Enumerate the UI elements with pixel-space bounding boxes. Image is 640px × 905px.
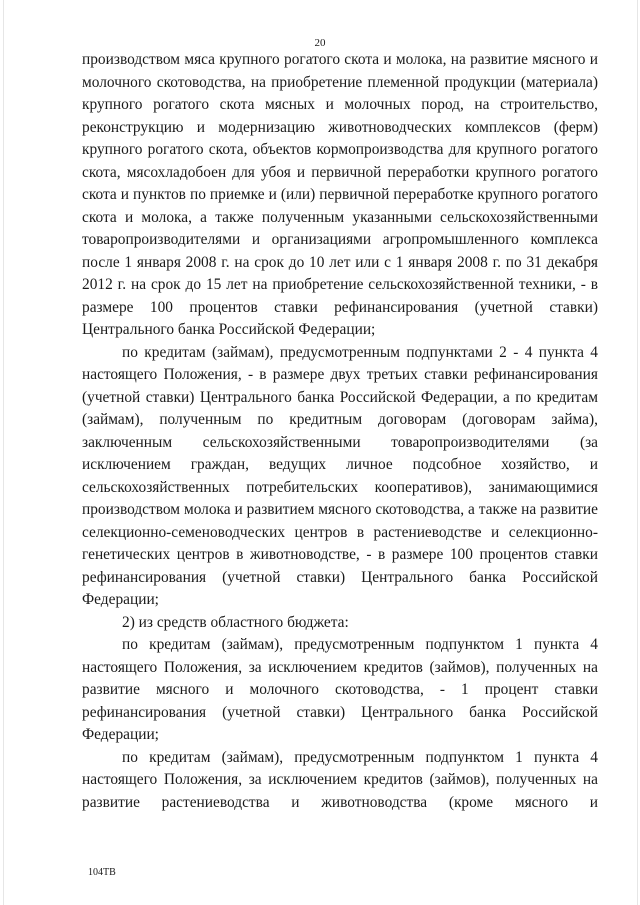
scan-edge-right [637,0,638,905]
paragraph-2: по кредитам (займам), предусмотренным подпунктами 2 - 4 пункта 4 настоящего Положения, - в размере двух третьих ставки рефинансирования (учетной ставки) Центрального банка Российской Федерации, а по кредитам (займам), полученным по кредитным договорам (договорам займа), заключенным сельскохозяйственными товаропроизводителями (за исключением граждан, ведущих личное подсобное хозяйство, и сельскохозяйственных потребительских кооперативов), занимающимися производством молока и развитием мясного скотоводства, а также на развитие селекционно-семеноводческих центров в растениеводстве и селекционно-генетических центров в животноводстве, - в размере 100 процентов ставки рефинансирования (учетной ставки) Центрального банка Российской Федерации; [82,343,598,608]
document-footer-code: 104ТВ [88,867,116,878]
document-body [82,49,598,814]
paragraph-4: по кредитам (займам), предусмотренным подпунктом 1 пункта 4 настоящего Положения, за исключением кредитов (займов), полученных на развитие мясного и молочного скотоводства, - 1 процент ставки рефинансирования (учетной ставки) Центрального банка Российской Федерации; [82,636,598,743]
page-number: 20 [314,37,326,49]
paragraph-5: по кредитам (займам), предусмотренным подпунктом 1 пункта 4 настоящего Положения, за исключением кредитов (займов), полученных на развитие растениеводства и животноводства (кроме мясного и [82,748,598,811]
paragraph-3: 2) из средств областного бюджета: [122,613,349,631]
scan-edge-left [3,0,4,905]
paragraph-1: производством мяса крупного рогатого скота и молока, на развитие мясного и молочного скотоводства, на приобретение племенной продукции (материала) крупного рогатого скота мясных и молочных пород, на строительство, реконструкцию и модернизацию животноводческих комплексов (ферм) крупного рогатого скота, объектов кормопроизводства для крупного рогатого скота, мясохладобоен для убоя и первичной переработки крупного рогатого скота и пунктов по приемке и (или) первичной переработке крупного рогатого скота и молока, а также полученным указанными сельскохозяйственными товаропроизводителями и организациями агропромышленного комплекса после 1 января 2008 г. на срок до 10 лет или с 1 января 2008 г. по 31 декабря 2012 г. на срок до 15 лет на приобретение сельскохозяйственной техники, - в размере 100 процентов ставки рефинансирования (учетной ставки) Центрального банка Российской Федерации; [82,51,598,338]
